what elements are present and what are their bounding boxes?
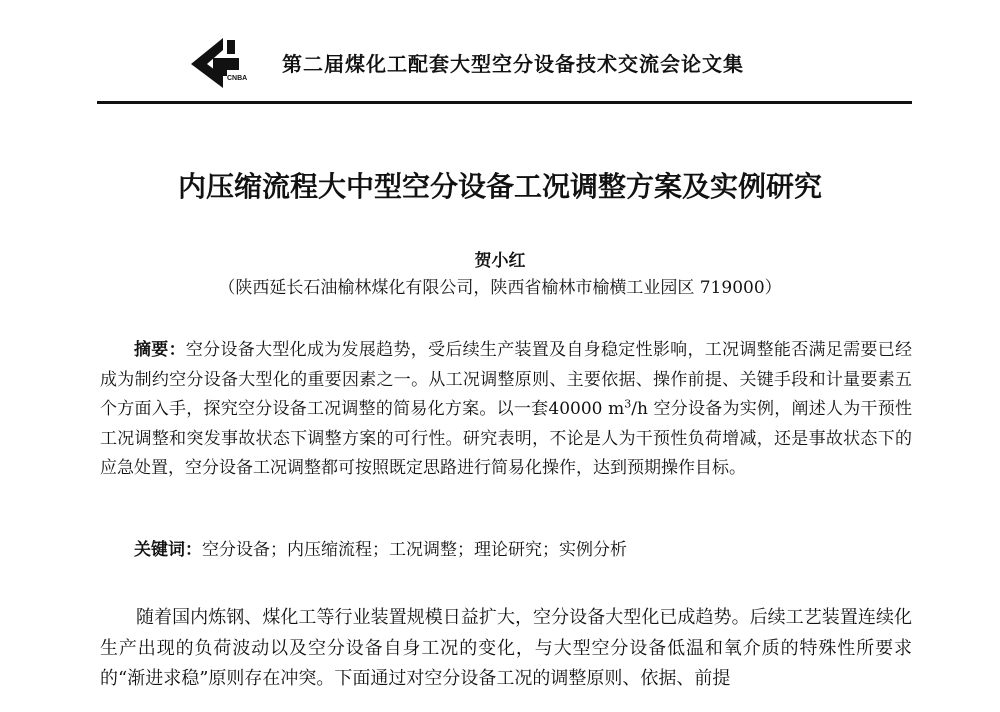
abstract-text-part2: /h 空分设备为实例，阐述人为干预性工况调整和突发事故状态下调整方案的可行性。研究表明，不论是人为干预性负荷增减，还是事故状态下的应急处置，空分设备工况调整都可按照既定思路进行简易化操作，达到预期操作目标。 (100, 399, 912, 478)
abstract-label: 摘要： (134, 340, 186, 360)
keywords-label: 关键词： (134, 540, 202, 560)
abstract (100, 336, 912, 484)
svg-text:CNBA: CNBA (227, 75, 248, 82)
keywords (100, 536, 912, 566)
keywords-text: 空分设备；内压缩流程；工况调整；理论研究；实例分析 (202, 540, 627, 560)
author-name: 贺小红 (474, 251, 526, 271)
proceedings-title: 第二届煤化工配套大型空分设备技术交流会论文集 (282, 52, 744, 76)
author-affiliation: （陕西延长石油榆林煤化有限公司，陕西省榆林市榆横工业园区 719000） (218, 278, 782, 298)
header-divider (97, 101, 912, 104)
paper-title: 内压缩流程大中型空分设备工况调整方案及实例研究 (177, 170, 822, 203)
abstract-unit-superscript: 3 (624, 397, 632, 411)
cnba-logo (183, 36, 253, 90)
body-paragraph: 随着国内炼钢、煤化工等行业装置规模日益扩大，空分设备大型化已成趋势。后续工艺装置连续化生产出现的负荷波动以及空分设备自身工况的变化，与大型空分设备低温和氧介质的特殊性所要求的“渐进求稳”原则存在冲突。下面通过对空分设备工况的调整原则、依据、前提 (100, 607, 912, 689)
abstract-text-part1: 空分设备大型化成为发展趋势，受后续生产装置及自身稳定性影响，工况调整能否满足需要已经成为制约空分设备大型化的重要因素之一。从工况调整原则、主要依据、操作前提、关键手段和计量要素五个方面入手，探究空分设备工况调整的简易化方案。以一套40000 m (100, 340, 913, 419)
